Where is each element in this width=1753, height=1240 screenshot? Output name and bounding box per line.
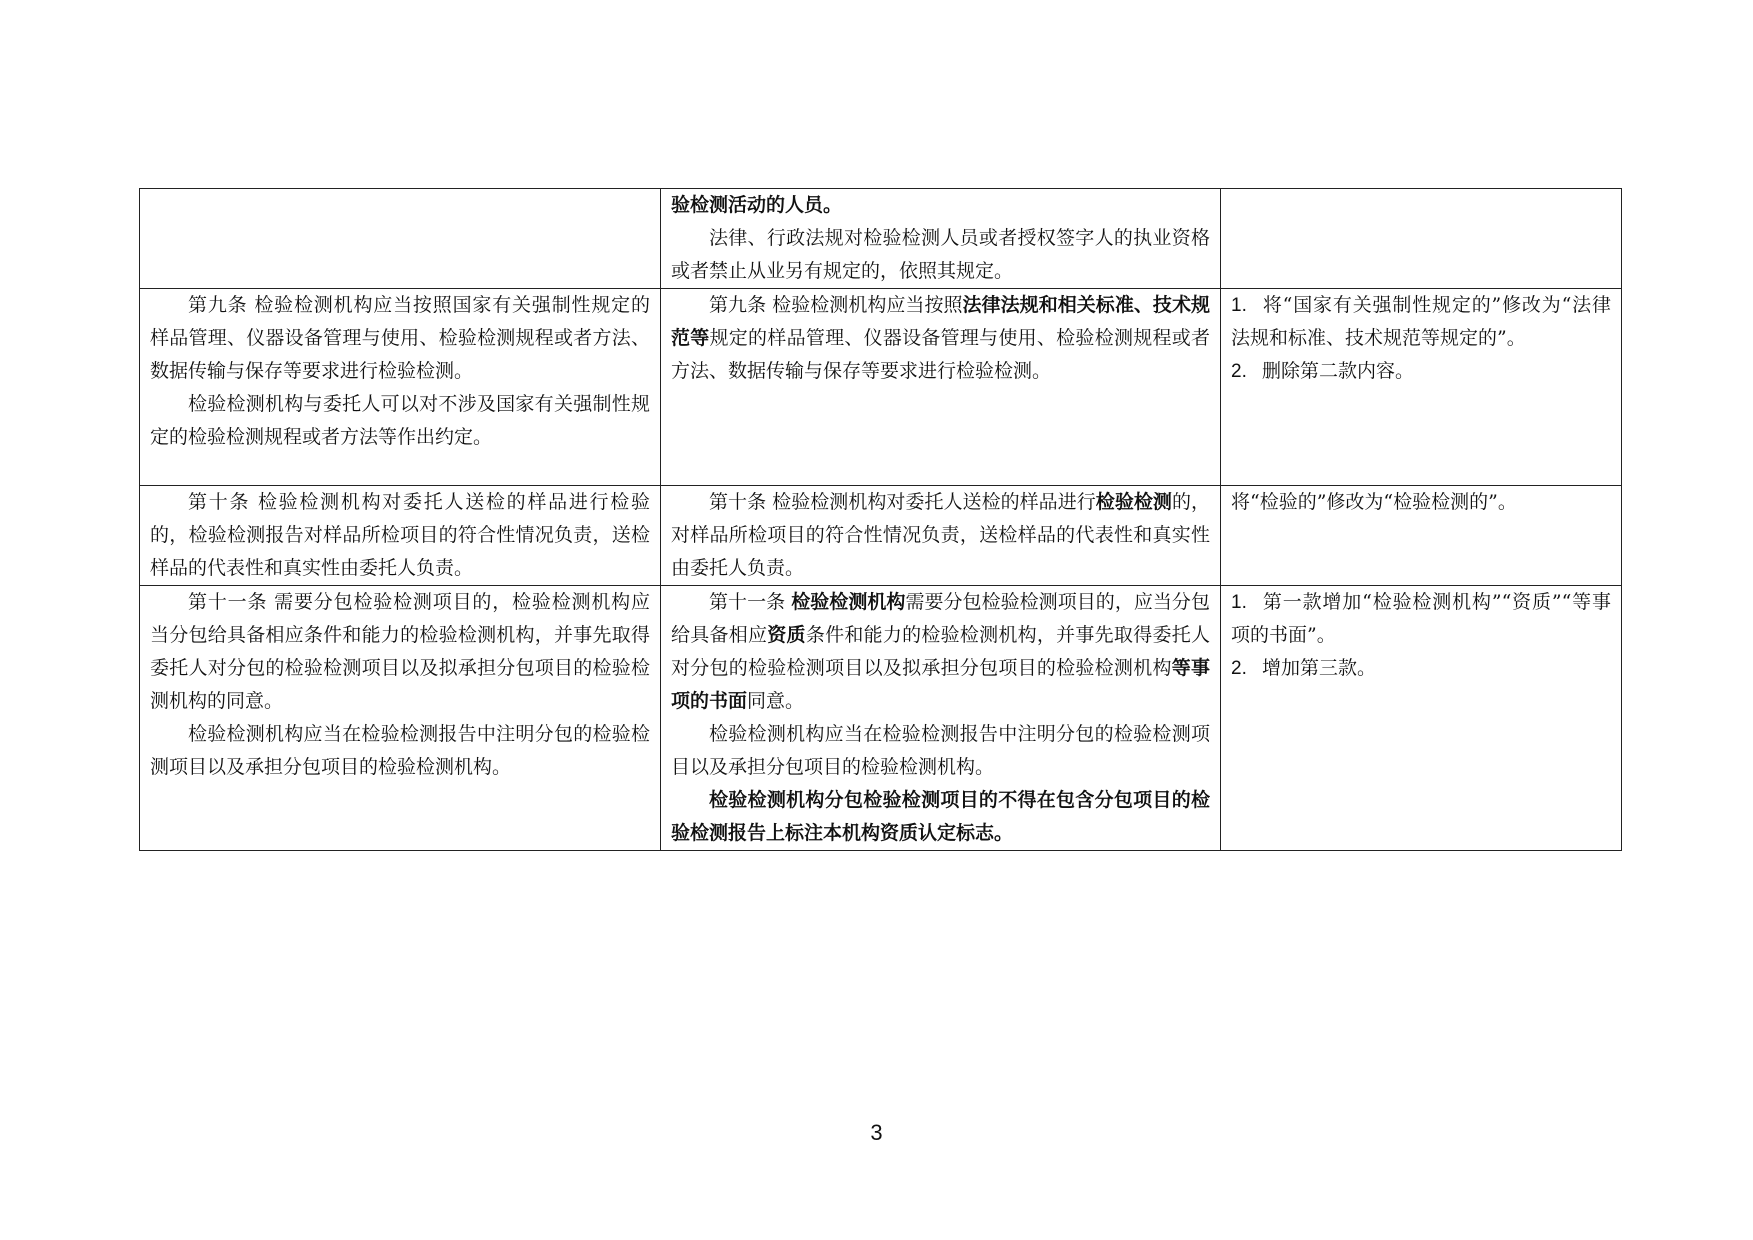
- revision-note-item: [1231, 586, 1611, 652]
- note-number: 2.: [1231, 361, 1247, 382]
- revision-note-item: [1231, 289, 1611, 355]
- note-text: 第一款增加“检验检测机构”“资质”“等事项的书面”。: [1231, 591, 1611, 646]
- table-row: [140, 189, 1622, 289]
- original-text-cell: [140, 586, 661, 851]
- revised-paragraph: [671, 586, 1210, 718]
- revised-text: 第九条 检验检测机构应当按照: [709, 294, 963, 316]
- comparison-table: [139, 188, 1622, 851]
- revision-note-item: [1231, 355, 1611, 388]
- note-number: 1.: [1231, 295, 1247, 316]
- revised-text: 第十条 检验检测机构对委托人送检的样品进行: [709, 491, 1096, 513]
- revised-paragraph: [671, 486, 1210, 585]
- revision-note-cell: [1221, 586, 1622, 851]
- revised-text-cell: [661, 586, 1221, 851]
- revised-paragraph: [671, 784, 1210, 850]
- revised-change-text: 检验检测机构: [791, 591, 906, 613]
- revised-change-text: 法律法规和相关标准、技术规范等: [671, 294, 1210, 349]
- note-text: 将“国家有关强制性规定的”修改为“法律法规和标准、技术规范等规定的”。: [1231, 294, 1611, 349]
- revised-text: 检验检测机构应当在检验检测报告中注明分包的检验检测项目以及承担分包项目的检验检测机构。: [671, 723, 1210, 778]
- revision-note-cell: [1221, 486, 1622, 586]
- revised-change-text: 检验检测: [1095, 491, 1172, 513]
- original-paragraph: 第十一条 需要分包检验检测项目的，检验检测机构应当分包给具备相应条件和能力的检验检测机构，并事先取得委托人对分包的检验检测项目以及拟承担分包项目的检验检测机构的同意。: [150, 591, 650, 712]
- revised-change-text: 资质: [767, 624, 806, 646]
- note-text: 增加第三款。: [1262, 657, 1377, 679]
- table-row: [140, 486, 1622, 586]
- revised-text-cell: [661, 486, 1221, 586]
- table-row: [140, 586, 1622, 851]
- original-text-cell: [140, 289, 661, 486]
- revised-text: 同意。: [747, 690, 805, 712]
- revised-text: 的，对样品所检项目的符合性情况负责，送检样品的代表性和真实性由委托人负责。: [671, 491, 1210, 579]
- page-number: 3: [870, 1120, 883, 1145]
- original-text-cell: [140, 486, 661, 586]
- original-paragraph: 检验检测机构应当在检验检测报告中注明分包的检验检测项目以及承担分包项目的检验检测机构。: [150, 723, 650, 778]
- revised-change-text: 检验检测机构分包检验检测项目的不得在包含分包项目的检验检测报告上标注本机构资质认定标志。: [671, 789, 1210, 844]
- comparison-table-body: [140, 189, 1622, 851]
- revised-text-cell: [661, 189, 1221, 289]
- revised-paragraph: [671, 289, 1210, 388]
- note-number: 2.: [1231, 658, 1247, 679]
- note-number: 1.: [1231, 592, 1247, 613]
- revised-paragraph: [671, 189, 1210, 222]
- revised-text-cell: [661, 289, 1221, 486]
- revision-note-item: [1231, 652, 1611, 685]
- revision-note-item: [1231, 486, 1611, 519]
- note-text: 将“检验的”修改为“检验检测的”。: [1231, 491, 1517, 513]
- original-paragraph: 检验检测机构与委托人可以对不涉及国家有关强制性规定的检验检测规程或者方法等作出约定。: [150, 393, 650, 448]
- original-paragraph: 第九条 检验检测机构应当按照国家有关强制性规定的样品管理、仪器设备管理与使用、检验检测规程或者方法、数据传输与保存等要求进行检验检测。: [150, 294, 650, 382]
- revised-text: 规定的样品管理、仪器设备管理与使用、检验检测规程或者方法、数据传输与保存等要求进行检验检测。: [671, 327, 1210, 382]
- revised-text: 需要分包检验检测项目的，应当分包给具备相应: [671, 591, 1210, 646]
- revision-note-cell: [1221, 189, 1622, 289]
- revised-paragraph: [671, 222, 1210, 288]
- revised-text: 第十一条: [709, 591, 792, 613]
- revised-change-text: 验检测活动的人员。: [671, 194, 843, 216]
- original-paragraph: 第十条 检验检测机构对委托人送检的样品进行检验的，检验检测报告对样品所检项目的符合性情况负责，送检样品的代表性和真实性由委托人负责。: [150, 491, 650, 579]
- revised-text: 法律、行政法规对检验检测人员或者授权签字人的执业资格或者禁止从业另有规定的，依照其规定。: [671, 227, 1210, 282]
- revision-note-cell: [1221, 289, 1622, 486]
- revised-paragraph: [671, 718, 1210, 784]
- note-text: 删除第二款内容。: [1262, 360, 1415, 382]
- original-text-cell: [140, 189, 661, 289]
- revised-change-text: 等事项的书面: [671, 657, 1210, 712]
- revised-text: 条件和能力的检验检测机构，并事先取得委托人对分包的检验检测项目以及拟承担分包项目的检验检测机构: [671, 624, 1210, 679]
- table-row: [140, 289, 1622, 486]
